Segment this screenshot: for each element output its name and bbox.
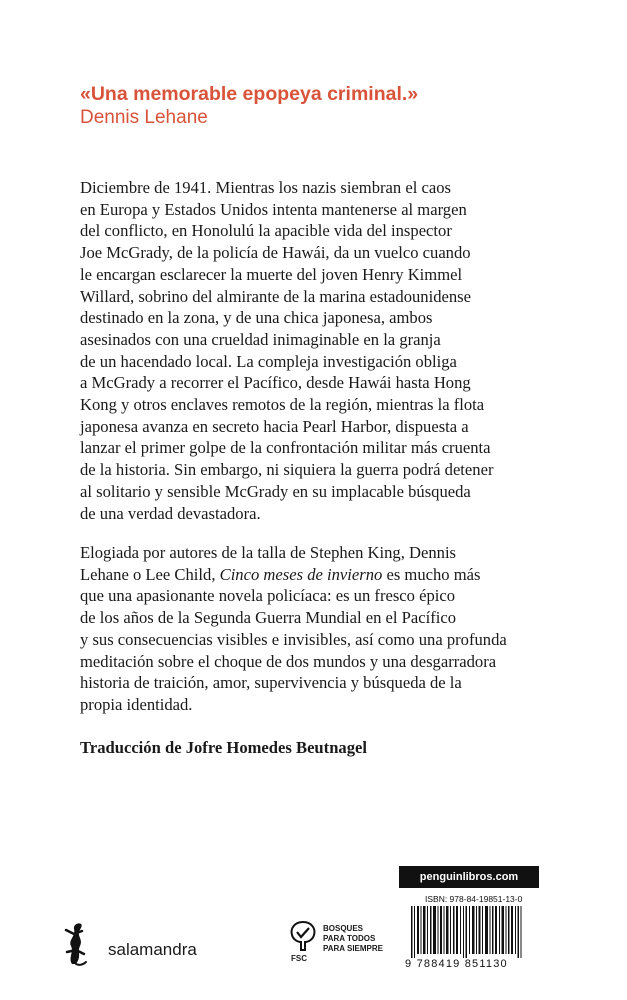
blurb-quote: «Una memorable epopeya criminal.» [80, 83, 419, 105]
synopsis-line: de la historia. Sin embargo, ni siquiera la guerra podrá detener [80, 460, 494, 480]
synopsis-line: propia identidad. [80, 694, 193, 714]
synopsis-line: al solitario y sensible McGrady en su implacable búsqueda [80, 481, 471, 501]
synopsis-paragraph-1 [80, 177, 560, 524]
synopsis-line: de los años de la Segunda Guerra Mundial en el Pacífico [80, 608, 457, 628]
blurb-block [80, 82, 418, 130]
barcode-digits: 9 788419 851130 [405, 958, 508, 970]
synopsis-line: Kong y otros enclaves remotos de la región, mientras la flota [80, 395, 485, 415]
publisher-name: salamandra [108, 940, 197, 959]
salamander-icon [54, 918, 104, 968]
synopsis-paragraph-2 [80, 542, 560, 716]
isbn-label: ISBN: 978-84-19851-13-0 [425, 894, 523, 904]
synopsis-line: de un hacendado local. La compleja investigación obliga [80, 351, 457, 371]
synopsis-line: Diciembre de 1941. Mientras los nazis siembran el caos [80, 178, 451, 197]
synopsis-line-with-title [80, 564, 560, 586]
barcode-panel [399, 866, 539, 971]
bosques-line: PARA TODOS [323, 934, 376, 943]
synopsis-line: le encargan esclarecer la muerte del joven Henry Kimmel [80, 264, 463, 284]
fsc-label: FSC [291, 954, 307, 963]
book-title: Cinco meses de invierno [219, 564, 383, 584]
synopsis-text: es mucho más [382, 564, 481, 584]
synopsis-line: destinado en la zona, y de una chica japonesa, ambos [80, 308, 433, 328]
synopsis-line: del conflicto, en Honolulú la apacible vida del inspector [80, 221, 452, 241]
synopsis-line: Willard, sobrino del almirante de la marina estadounidense [80, 286, 471, 306]
synopsis-line: historia de traición, amor, supervivencia y búsqueda de la [80, 673, 462, 693]
blurb-author: Dennis Lehane [80, 107, 208, 128]
synopsis-line: en Europa y Estados Unidos intenta mantenerse al margen [80, 199, 467, 219]
translator-credit: Traducción de Jofre Homedes Beutnagel [80, 738, 367, 757]
synopsis-line: que una apasionante novela policíaca: es un fresco épico [80, 586, 456, 606]
synopsis-line: Joe McGrady, de la policía de Hawái, da un vuelco cuando [80, 243, 471, 263]
synopsis-line: lanzar el primer golpe de la confrontación militar más cruenta [80, 438, 491, 458]
tree-check-icon [287, 920, 319, 954]
barcode [405, 906, 535, 958]
publisher-logo [54, 918, 204, 968]
publisher-url: penguinlibros.com [399, 866, 539, 888]
bosques-line: BOSQUES [323, 924, 364, 933]
bosques-tagline [323, 924, 383, 954]
synopsis-line: y sus consecuencias visibles e invisibles, así como una profunda [80, 629, 507, 649]
synopsis-text: Lehane o Lee Child, [80, 564, 220, 584]
fsc-logo [285, 918, 395, 970]
synopsis-line: de una verdad devastadora. [80, 503, 261, 523]
bosques-line: PARA SIEMPRE [323, 944, 384, 953]
synopsis-line: asesinados con una crueldad inimaginable en la granja [80, 329, 441, 349]
synopsis-line: japonesa avanza en secreto hacia Pearl Harbor, dispuesta a [80, 416, 469, 436]
synopsis-line: a McGrady a recorrer el Pacífico, desde Hawái hasta Hong [80, 373, 471, 393]
synopsis-line: Elogiada por autores de la talla de Stephen King, Dennis [80, 543, 457, 562]
synopsis-line: meditación sobre el choque de dos mundos y una desgarradora [80, 651, 497, 671]
